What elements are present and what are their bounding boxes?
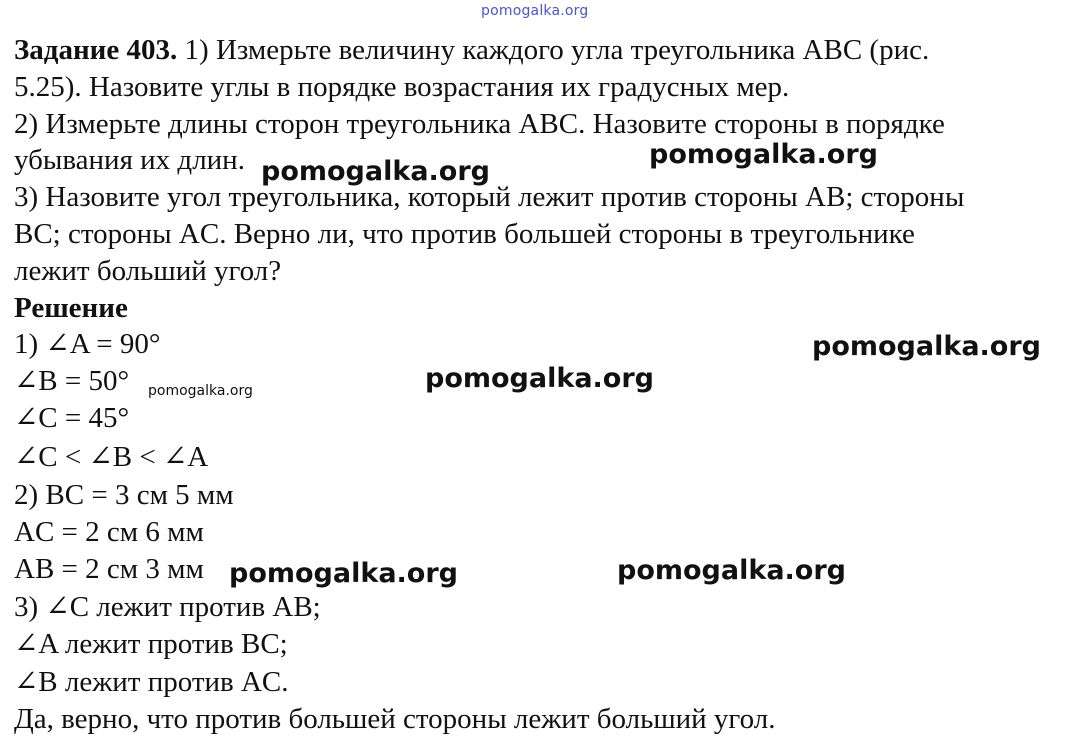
- watermark-5: pomogalka.org: [148, 383, 253, 399]
- solution-line-8: 3) ∠C лежит против AB;: [14, 591, 321, 623]
- solution-line-3: ∠C = 45°: [14, 402, 130, 434]
- solution-line-10: ∠B лежит против AC.: [14, 666, 289, 698]
- watermark-7: pomogalka.org: [617, 555, 846, 586]
- solution-line-9: ∠A лежит против BC;: [14, 628, 288, 660]
- task-line-4: убывания их длин.: [14, 144, 245, 176]
- watermark-3: pomogalka.org: [812, 331, 1041, 362]
- task-line-1-text: 1) Измерьте величину каждого угла треугольника ABC (рис.: [177, 34, 930, 66]
- task-line-7: лежит больший угол?: [14, 255, 282, 287]
- watermark-6: pomogalka.org: [229, 558, 458, 589]
- solution-line-4: ∠C < ∠B < ∠A: [14, 441, 209, 473]
- solution-line-1: 1) ∠A = 90°: [14, 328, 161, 360]
- solution-line-5: 2) BC = 3 см 5 мм: [14, 479, 234, 511]
- solution-line-7: AB = 2 см 3 мм: [14, 553, 204, 585]
- solution-line-6: AC = 2 см 6 мм: [14, 516, 204, 548]
- watermark-2: pomogalka.org: [649, 139, 878, 170]
- solution-line-11: Да, верно, что против большей стороны лежит больший угол.: [14, 703, 776, 735]
- task-line-5: 3) Назовите угол треугольника, который лежит против стороны AB; стороны: [14, 181, 965, 213]
- task-line-1: [14, 32, 929, 68]
- watermark-top: pomogalka.org: [481, 3, 589, 19]
- solution-heading: Решение: [14, 292, 128, 324]
- task-label: Задание 403.: [14, 34, 178, 66]
- watermark-4: pomogalka.org: [425, 363, 654, 394]
- task-line-3: 2) Измерьте длины сторон треугольника ABC. Назовите стороны в порядке: [14, 108, 945, 140]
- watermark-1: pomogalka.org: [261, 156, 490, 187]
- task-line-6: BC; стороны AC. Верно ли, что против большей стороны в треугольнике: [14, 218, 915, 250]
- task-line-2: 5.25). Назовите углы в порядке возрастания их градусных мер.: [14, 71, 790, 103]
- solution-line-2: ∠B = 50°: [14, 365, 130, 397]
